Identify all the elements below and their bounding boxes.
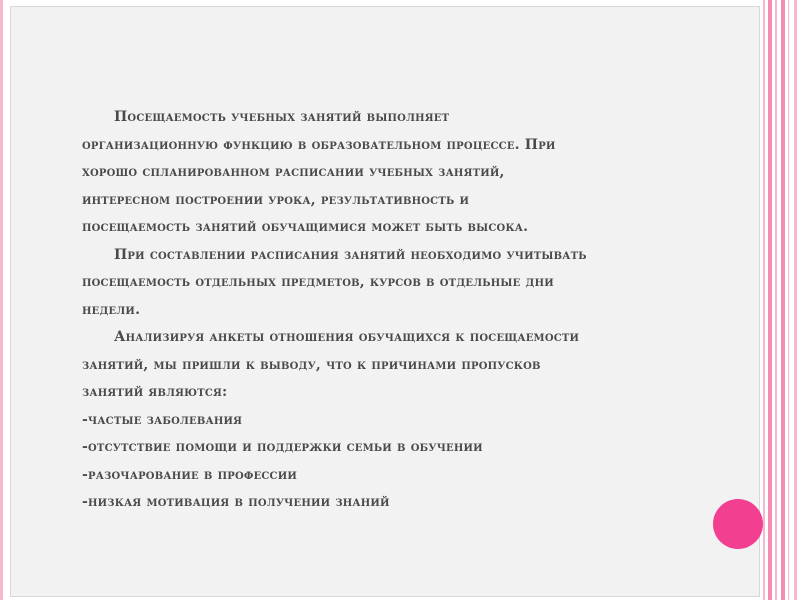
text-line: Анализируя анкеты отношения обучащихся к посещаемости [114,329,580,345]
decorative-rail [768,0,772,600]
decorative-rail-left [0,0,3,600]
reason-item: -отсутствие помощи и поддержки семьи в обучении [82,439,483,455]
text-line: занятий являются: [82,384,228,400]
reasons-list [82,407,722,517]
text-line: занятий, мы пришли к выводу, что к причинами пропусков [82,356,541,373]
text-line: посещаемость отдельных предметов, курсов в отдельные дни [82,274,554,290]
decorative-rail [794,0,797,600]
text-line: Посещаемость учебных занятий выполняет [114,109,450,125]
text-line: хорошо спланированном расписании учебных занятий, [82,164,505,180]
text-line: недели. [82,301,141,318]
decorative-rail [775,0,777,600]
reason-item: -частые заболевания [82,411,243,428]
paragraph-survey [82,324,722,407]
reason-item: -разочарование в профессии [82,466,298,483]
paragraph-attendance [82,104,722,242]
decorative-pink-circle [713,499,763,549]
text-line: При составлении расписания занятий необходимо учитывать [114,246,587,263]
text-line: интересном построении урока, результативность и [82,191,470,208]
decorative-rail [763,0,765,600]
text-line: организационную функцию в образовательном процессе. При [82,136,556,153]
decorative-rail [781,0,785,600]
text-line: посещаемость занятий обучащимися может быть высока. [82,219,529,235]
decorative-rail [788,0,789,600]
reason-item: -низкая мотивация в получении знаний [82,494,390,510]
slide-body-text [82,104,722,517]
paragraph-schedule [82,242,722,325]
